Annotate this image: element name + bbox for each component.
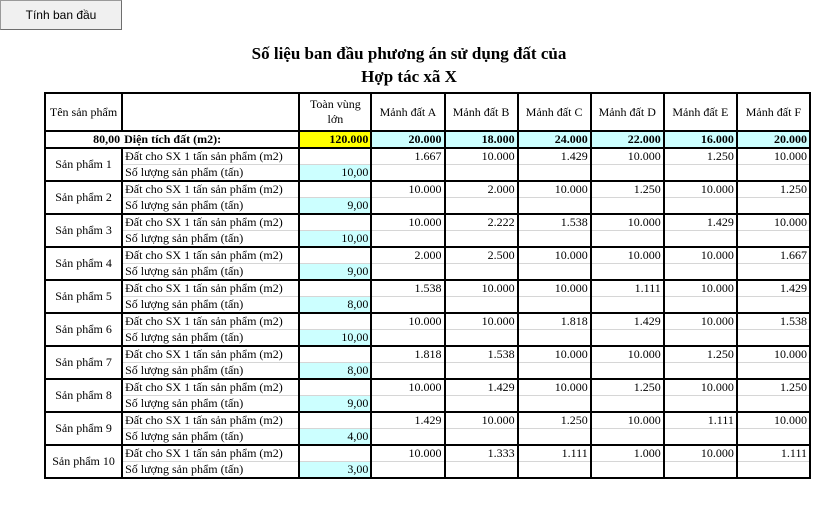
land-value-cell[interactable]: 10.000 xyxy=(445,412,518,429)
empty-cell[interactable] xyxy=(664,396,737,413)
empty-cell[interactable] xyxy=(371,198,444,215)
area-plot-d-cell[interactable]: 22.000 xyxy=(591,131,664,148)
product-row-land xyxy=(45,280,810,297)
empty-cell[interactable] xyxy=(591,231,664,248)
product-row-quantity xyxy=(45,198,810,215)
empty-cell[interactable] xyxy=(664,165,737,182)
quantity-label: Số lượng sản phẩm (tấn) xyxy=(122,363,299,380)
quantity-label: Số lượng sản phẩm (tấn) xyxy=(122,165,299,182)
land-value-cell[interactable]: 2.000 xyxy=(445,181,518,198)
total-land-cell[interactable] xyxy=(299,148,371,165)
land-value-cell[interactable]: 1.111 xyxy=(518,445,591,462)
total-land-cell[interactable] xyxy=(299,346,371,363)
land-value-cell[interactable]: 2.500 xyxy=(445,247,518,264)
land-per-ton-label: Đất cho SX 1 tấn sản phẩm (m2) xyxy=(122,247,299,264)
land-value-cell[interactable]: 1.429 xyxy=(664,214,737,231)
empty-cell[interactable] xyxy=(518,363,591,380)
land-value-cell[interactable]: 10.000 xyxy=(445,148,518,165)
empty-cell[interactable] xyxy=(371,396,444,413)
empty-cell[interactable] xyxy=(371,429,444,446)
quantity-cell[interactable]: 10,00 xyxy=(299,330,371,347)
land-per-ton-label: Đất cho SX 1 tấn sản phẩm (m2) xyxy=(122,412,299,429)
land-value-cell[interactable]: 1.429 xyxy=(591,313,664,330)
product-row-land xyxy=(45,346,810,363)
area-plot-a-cell[interactable]: 20.000 xyxy=(371,131,444,148)
land-value-cell[interactable]: 10.000 xyxy=(591,247,664,264)
product-row-quantity xyxy=(45,429,810,446)
product-row-quantity xyxy=(45,396,810,413)
land-per-ton-label: Đất cho SX 1 tấn sản phẩm (m2) xyxy=(122,379,299,396)
land-value-cell[interactable]: 10.000 xyxy=(518,181,591,198)
total-land-cell[interactable] xyxy=(299,181,371,198)
land-value-cell[interactable]: 1.250 xyxy=(737,379,810,396)
land-value-cell[interactable]: 10.000 xyxy=(737,412,810,429)
product-row-land xyxy=(45,412,810,429)
quantity-label: Số lượng sản phẩm (tấn) xyxy=(122,429,299,446)
empty-cell[interactable] xyxy=(445,198,518,215)
header-plot-c: Mảnh đất C xyxy=(518,93,591,131)
empty-cell[interactable] xyxy=(445,330,518,347)
product-name: Sản phẩm 5 xyxy=(45,280,122,313)
empty-cell[interactable] xyxy=(371,462,444,479)
empty-cell[interactable] xyxy=(737,297,810,314)
total-land-cell[interactable] xyxy=(299,412,371,429)
empty-cell[interactable] xyxy=(371,330,444,347)
land-use-table xyxy=(44,92,811,479)
land-value-cell[interactable]: 1.818 xyxy=(371,346,444,363)
empty-cell[interactable] xyxy=(518,198,591,215)
land-value-cell[interactable]: 10.000 xyxy=(518,280,591,297)
page-title: Số liệu ban đầu phương án sử dụng đất của xyxy=(251,44,567,63)
land-value-cell[interactable]: 2.000 xyxy=(371,247,444,264)
land-value-cell[interactable]: 10.000 xyxy=(737,346,810,363)
land-per-ton-label: Đất cho SX 1 tấn sản phẩm (m2) xyxy=(122,148,299,165)
area-row xyxy=(45,131,810,148)
header-plot-d: Mảnh đất D xyxy=(591,93,664,131)
quantity-label: Số lượng sản phẩm (tấn) xyxy=(122,330,299,347)
header-plot-f: Mảnh đất F xyxy=(737,93,810,131)
empty-cell[interactable] xyxy=(737,330,810,347)
product-row-land xyxy=(45,313,810,330)
empty-cell[interactable] xyxy=(371,231,444,248)
empty-cell[interactable] xyxy=(664,462,737,479)
land-value-cell[interactable]: 1.538 xyxy=(445,346,518,363)
empty-cell[interactable] xyxy=(518,462,591,479)
land-value-cell[interactable]: 10.000 xyxy=(664,181,737,198)
empty-cell[interactable] xyxy=(591,165,664,182)
land-value-cell[interactable]: 1.000 xyxy=(591,445,664,462)
empty-cell[interactable] xyxy=(518,396,591,413)
empty-cell[interactable] xyxy=(737,198,810,215)
product-row-land xyxy=(45,148,810,165)
empty-cell[interactable] xyxy=(445,363,518,380)
land-value-cell[interactable]: 10.000 xyxy=(664,445,737,462)
land-per-ton-label: Đất cho SX 1 tấn sản phẩm (m2) xyxy=(122,445,299,462)
page-subtitle: Hợp tác xã X xyxy=(361,67,457,86)
empty-cell[interactable] xyxy=(664,198,737,215)
empty-cell[interactable] xyxy=(591,363,664,380)
land-value-cell[interactable]: 1.429 xyxy=(371,412,444,429)
quantity-cell[interactable]: 9,00 xyxy=(299,198,371,215)
empty-cell[interactable] xyxy=(664,330,737,347)
empty-cell[interactable] xyxy=(737,396,810,413)
land-value-cell[interactable]: 10.000 xyxy=(664,379,737,396)
empty-cell[interactable] xyxy=(371,363,444,380)
quantity-cell[interactable]: 4,00 xyxy=(299,429,371,446)
empty-cell[interactable] xyxy=(371,264,444,281)
land-value-cell[interactable]: 1.429 xyxy=(518,148,591,165)
product-row-quantity xyxy=(45,165,810,182)
area-plot-c-cell[interactable]: 24.000 xyxy=(518,131,591,148)
land-value-cell[interactable]: 10.000 xyxy=(518,247,591,264)
product-name: Sản phẩm 2 xyxy=(45,181,122,214)
empty-cell[interactable] xyxy=(445,396,518,413)
total-land-cell[interactable] xyxy=(299,280,371,297)
land-per-ton-label: Đất cho SX 1 tấn sản phẩm (m2) xyxy=(122,181,299,198)
land-value-cell[interactable]: 10.000 xyxy=(371,445,444,462)
land-value-cell[interactable]: 10.000 xyxy=(591,214,664,231)
land-value-cell[interactable]: 10.000 xyxy=(737,148,810,165)
quantity-label: Số lượng sản phẩm (tấn) xyxy=(122,198,299,215)
area-plot-b-cell[interactable]: 18.000 xyxy=(445,131,518,148)
product-row-quantity xyxy=(45,264,810,281)
land-value-cell[interactable]: 1.250 xyxy=(664,346,737,363)
land-value-cell[interactable]: 10.000 xyxy=(371,313,444,330)
land-per-ton-label: Đất cho SX 1 tấn sản phẩm (m2) xyxy=(122,280,299,297)
header-product-name: Tên sản phẩm xyxy=(45,93,122,131)
land-value-cell[interactable]: 10.000 xyxy=(664,247,737,264)
land-value-cell[interactable]: 1.538 xyxy=(371,280,444,297)
product-name: Sản phẩm 10 xyxy=(45,445,122,478)
empty-cell[interactable] xyxy=(737,363,810,380)
header-plot-e: Mảnh đất E xyxy=(664,93,737,131)
empty-cell[interactable] xyxy=(518,429,591,446)
quantity-cell[interactable]: 8,00 xyxy=(299,297,371,314)
empty-cell[interactable] xyxy=(445,429,518,446)
land-value-cell[interactable]: 10.000 xyxy=(664,313,737,330)
empty-cell[interactable] xyxy=(518,231,591,248)
total-land-cell[interactable] xyxy=(299,313,371,330)
header-plot-b: Mảnh đất B xyxy=(445,93,518,131)
empty-cell[interactable] xyxy=(518,297,591,314)
land-value-cell[interactable]: 1.667 xyxy=(371,148,444,165)
land-per-ton-label: Đất cho SX 1 tấn sản phẩm (m2) xyxy=(122,214,299,231)
quantity-cell[interactable]: 9,00 xyxy=(299,264,371,281)
total-land-cell[interactable] xyxy=(299,445,371,462)
land-value-cell[interactable]: 10.000 xyxy=(518,346,591,363)
area-value-cell[interactable]: 80,00 xyxy=(45,131,122,148)
quantity-label: Số lượng sản phẩm (tấn) xyxy=(122,231,299,248)
area-total-cell[interactable]: 120.000 xyxy=(299,131,371,148)
empty-cell[interactable] xyxy=(445,297,518,314)
land-value-cell[interactable]: 1.538 xyxy=(518,214,591,231)
empty-cell[interactable] xyxy=(737,429,810,446)
total-land-cell[interactable] xyxy=(299,247,371,264)
quantity-cell[interactable]: 10,00 xyxy=(299,165,371,182)
product-name: Sản phẩm 6 xyxy=(45,313,122,346)
area-label: Diện tích đất (m2): xyxy=(122,131,299,148)
product-row-land xyxy=(45,445,810,462)
land-value-cell[interactable]: 10.000 xyxy=(371,379,444,396)
empty-cell[interactable] xyxy=(664,264,737,281)
quantity-cell[interactable]: 9,00 xyxy=(299,396,371,413)
empty-cell[interactable] xyxy=(445,264,518,281)
empty-cell[interactable] xyxy=(445,165,518,182)
empty-cell[interactable] xyxy=(664,429,737,446)
product-name: Sản phẩm 8 xyxy=(45,379,122,412)
product-name: Sản phẩm 1 xyxy=(45,148,122,181)
product-row-quantity xyxy=(45,363,810,380)
product-row-land xyxy=(45,181,810,198)
empty-cell[interactable] xyxy=(591,396,664,413)
product-row-land xyxy=(45,247,810,264)
empty-cell[interactable] xyxy=(664,363,737,380)
empty-cell[interactable] xyxy=(371,165,444,182)
land-value-cell[interactable]: 1.111 xyxy=(591,280,664,297)
land-value-cell[interactable]: 10.000 xyxy=(737,214,810,231)
land-value-cell[interactable]: 1.538 xyxy=(737,313,810,330)
product-name: Sản phẩm 7 xyxy=(45,346,122,379)
land-value-cell[interactable]: 10.000 xyxy=(664,280,737,297)
land-value-cell[interactable]: 1.250 xyxy=(518,412,591,429)
land-value-cell[interactable]: 10.000 xyxy=(591,148,664,165)
product-row-quantity xyxy=(45,330,810,347)
land-value-cell[interactable]: 1.250 xyxy=(664,148,737,165)
product-row-quantity xyxy=(45,231,810,248)
land-value-cell[interactable]: 1.333 xyxy=(445,445,518,462)
total-land-cell[interactable] xyxy=(299,379,371,396)
empty-cell[interactable] xyxy=(737,462,810,479)
quantity-cell[interactable]: 8,00 xyxy=(299,363,371,380)
quantity-label: Số lượng sản phẩm (tấn) xyxy=(122,396,299,413)
land-value-cell[interactable]: 1.250 xyxy=(591,379,664,396)
empty-cell[interactable] xyxy=(445,231,518,248)
empty-cell[interactable] xyxy=(518,165,591,182)
quantity-label: Số lượng sản phẩm (tấn) xyxy=(122,264,299,281)
header-total-region: Toàn vùng lớn xyxy=(299,93,371,131)
land-per-ton-label: Đất cho SX 1 tấn sản phẩm (m2) xyxy=(122,346,299,363)
empty-cell[interactable] xyxy=(664,231,737,248)
empty-cell[interactable] xyxy=(737,165,810,182)
empty-cell[interactable] xyxy=(518,264,591,281)
land-value-cell[interactable]: 1.111 xyxy=(664,412,737,429)
land-value-cell[interactable]: 1.250 xyxy=(591,181,664,198)
empty-cell[interactable] xyxy=(518,330,591,347)
empty-cell[interactable] xyxy=(591,429,664,446)
land-value-cell[interactable]: 10.000 xyxy=(371,214,444,231)
product-row-land xyxy=(45,379,810,396)
empty-cell[interactable] xyxy=(445,462,518,479)
land-value-cell[interactable]: 10.000 xyxy=(445,313,518,330)
empty-cell[interactable] xyxy=(737,231,810,248)
quantity-label: Số lượng sản phẩm (tấn) xyxy=(122,462,299,479)
empty-cell[interactable] xyxy=(591,297,664,314)
product-name: Sản phẩm 3 xyxy=(45,214,122,247)
land-value-cell[interactable]: 1.818 xyxy=(518,313,591,330)
product-row-quantity xyxy=(45,297,810,314)
quantity-cell[interactable]: 3,00 xyxy=(299,462,371,479)
empty-cell[interactable] xyxy=(591,198,664,215)
product-row-quantity xyxy=(45,462,810,479)
land-value-cell[interactable]: 1.111 xyxy=(737,445,810,462)
empty-cell[interactable] xyxy=(371,297,444,314)
quantity-label: Số lượng sản phẩm (tấn) xyxy=(122,297,299,314)
area-plot-e-cell[interactable]: 16.000 xyxy=(664,131,737,148)
product-row-land xyxy=(45,214,810,231)
empty-cell[interactable] xyxy=(664,297,737,314)
product-name: Sản phẩm 9 xyxy=(45,412,122,445)
quantity-cell[interactable]: 10,00 xyxy=(299,231,371,248)
header-plot-a: Mảnh đất A xyxy=(371,93,444,131)
land-value-cell[interactable]: 1.667 xyxy=(737,247,810,264)
empty-cell[interactable] xyxy=(591,264,664,281)
land-value-cell[interactable]: 1.250 xyxy=(737,181,810,198)
product-name: Sản phẩm 4 xyxy=(45,247,122,280)
land-value-cell[interactable]: 2.222 xyxy=(445,214,518,231)
land-value-cell[interactable]: 10.000 xyxy=(591,346,664,363)
empty-cell[interactable] xyxy=(591,330,664,347)
land-value-cell[interactable]: 10.000 xyxy=(371,181,444,198)
land-value-cell[interactable]: 10.000 xyxy=(445,280,518,297)
empty-cell[interactable] xyxy=(591,462,664,479)
land-value-cell[interactable]: 10.000 xyxy=(518,379,591,396)
compute-initial-button[interactable]: Tính ban đầu xyxy=(0,0,122,30)
total-land-cell[interactable] xyxy=(299,214,371,231)
land-per-ton-label: Đất cho SX 1 tấn sản phẩm (m2) xyxy=(122,313,299,330)
land-value-cell[interactable]: 1.429 xyxy=(737,280,810,297)
area-plot-f-cell[interactable]: 20.000 xyxy=(737,131,810,148)
header-blank xyxy=(122,93,299,131)
empty-cell[interactable] xyxy=(737,264,810,281)
header-row xyxy=(45,93,810,131)
land-value-cell[interactable]: 10.000 xyxy=(591,412,664,429)
land-value-cell[interactable]: 1.429 xyxy=(445,379,518,396)
